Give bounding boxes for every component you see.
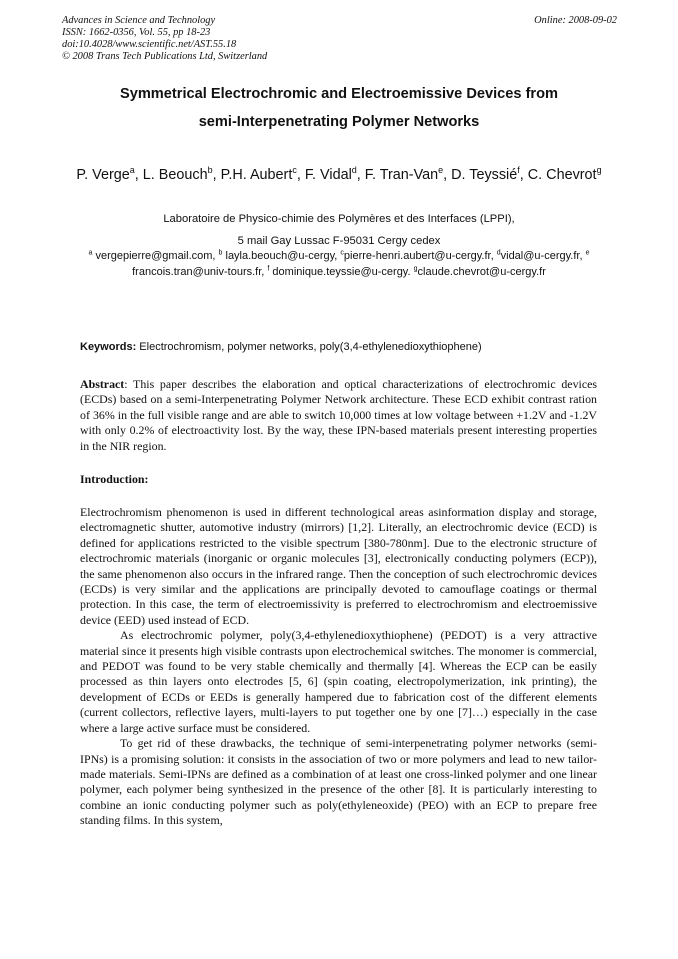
keywords-text: Electrochromism, polymer networks, poly(3,4-ethylenedioxythiophene) [136, 341, 482, 353]
email-mark: e [585, 249, 590, 257]
introduction-body [80, 505, 597, 829]
email-mark: g [413, 264, 418, 272]
title-line-1: Symmetrical Electrochromic and Electroemissive Devices from [119, 86, 558, 102]
email-address[interactable]: dominique.teyssie@u-cergy. [269, 265, 414, 278]
keywords [80, 340, 600, 354]
intro-paragraph-2: As electrochromic polymer, poly(3,4-ethylenedioxythiophene) (PEDOT) is a very attractive material since it presents high visible contrasts upon electrochemical switches. The monomer is commercial, and PEDOT was found to be very stable chemically and thermally [4]. Whereas the ECP can be easily processed as thin layers onto electrodes [5, 6] (spin coating, electropolymerization, ink printing), the development of ECDs or EEDs is generally hampered due to fabrication cost of the different elements (current collectors, reflective layers, multi-layers to put together one by one [7]…) especially in the case where a large active surface must be considered. [80, 628, 597, 735]
intro-paragraph-3: To get rid of these drawbacks, the technique of semi-interpenetrating polymer networks (semi-IPNs) is a promising solution: it consists in the association of two or more polymers and lead to new tailor-made materials. Semi-IPNs are defined as a combination of at least one cross-linked polymer and one linear polymer, each polymer being synthesized in the presence of the other [8]. It is particularly interesting to combine an ionic conducting polymer such as poly(ethyleneoxide) (PEO) with an ECP to prepare free standing films. In this system, [80, 736, 597, 828]
title-line-2: semi-Interpenetrating Polymer Networks [198, 114, 480, 130]
affiliation-line-1: Laboratoire de Physico-chimie des Polymères et des Interfaces (LPPI), [163, 213, 515, 225]
email-address[interactable]: vidal@u-cergy.fr, [500, 250, 586, 262]
author-name: L. Beouch [142, 167, 208, 183]
author-affiliation-mark: c [292, 165, 297, 176]
author-name: F. Tran-Van [364, 167, 439, 183]
author-name: D. Teyssié [451, 167, 518, 183]
copyright-line: © 2008 Trans Tech Publications Ltd, Switzerland [62, 51, 268, 62]
author-separator: , [356, 167, 365, 183]
introduction-heading: Introduction: [80, 472, 149, 486]
author-separator: , [443, 167, 452, 183]
author-affiliation-mark: f [517, 165, 520, 176]
email-mark: a [88, 249, 93, 257]
author-separator: , [212, 167, 221, 183]
author-separator: , [134, 167, 143, 183]
email-address[interactable]: layla.beouch@u-cergy, [222, 250, 341, 262]
email-mark: f [267, 264, 270, 272]
doi-line: doi:10.4028/www.scientific.net/AST.55.18 [62, 39, 237, 50]
issn-line: ISSN: 1662-0356, Vol. 55, pp 18-23 [62, 27, 211, 38]
author-separator: , [519, 167, 528, 183]
email-mark: c [340, 249, 344, 257]
author-affiliation-mark: b [207, 165, 213, 176]
affiliation-line-2: 5 mail Gay Lussac F-95031 Cergy cedex [237, 235, 441, 247]
abstract-label: Abstract [80, 377, 125, 391]
author-affiliation-mark: e [438, 165, 444, 176]
abstract-text: : This paper describes the elaboration and optical characterizations of electrochromic devices (ECDs) based on a semi-Interpenetrating Polymer Network architecture. These ECD exhibit contrast ration of 36% in the full visible range and are able to switch 10,000 times at low voltage between +1.2V and -1.2V with only 0.2% of electroactivity lost. By the way, these IPN-based materials present interesting properties in the NIR region. [80, 377, 597, 453]
author-name: C. Chevrot [527, 167, 597, 183]
author-separator: , [296, 167, 305, 183]
author-affiliation-mark: d [351, 165, 357, 176]
journal-header [62, 15, 617, 63]
paper-title [60, 80, 618, 136]
author-list [70, 165, 608, 185]
author-affiliation-mark: a [129, 165, 135, 176]
author-name: P. Verge [76, 167, 130, 183]
email-list [80, 249, 598, 280]
email-address[interactable]: pierre-henri.aubert@u-cergy.fr, [343, 250, 497, 262]
intro-paragraph-1: Electrochromism phenomenon is used in different technological areas asinformation display and storage, electromagnetic shutter, automotive industry (mirrors) [1,2]. Literally, an electrochromic device (ECD) is defined for applications restricted to the visible spectrum [380-780nm]. Due to the electronic structure of electrochromic materials (inorganic or organic molecules [3], electronically conducting polymers (ECP)), the same phenomenon also occurs in the infrared range. Then the conception of such electrochromic devices (ECDs) is very similar and the applications are principally devoted to camouflage coatings or thermal protection. In this case, the term of electroemissivity is preferred to electrochromism and electroemissive device (EED) used instead of ECD. [80, 505, 597, 627]
email-address[interactable]: vergepierre@gmail.com, [92, 250, 219, 262]
online-date: Online: 2008-09-02 [534, 15, 617, 26]
author-name: F. Vidal [304, 167, 352, 183]
author-affiliation-mark: g [596, 165, 602, 176]
journal-name: Advances in Science and Technology [62, 15, 216, 26]
author-name: P.H. Aubert [220, 167, 293, 183]
abstract [80, 377, 597, 454]
email-mark: d [496, 249, 501, 257]
email-address[interactable]: francois.tran@univ-tours.fr, [132, 265, 268, 278]
keywords-label: Keywords: [80, 341, 137, 353]
email-mark: b [218, 249, 223, 257]
email-address[interactable]: claude.chevrot@u-cergy.fr [417, 265, 546, 278]
affiliation [80, 208, 598, 252]
